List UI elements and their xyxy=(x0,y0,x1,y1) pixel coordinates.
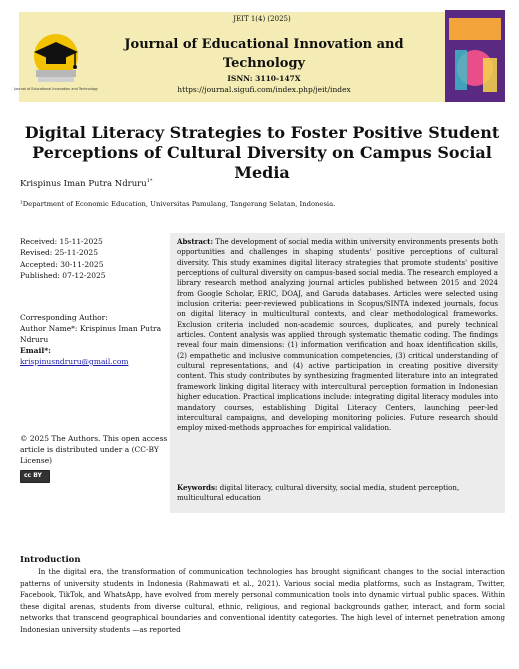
author-line xyxy=(20,178,152,189)
date-published: Published: 07-12-2025 xyxy=(20,270,106,280)
issn: ISNN: 3110-147X xyxy=(227,74,301,83)
date-accepted: Accepted: 30-11-2025 xyxy=(20,259,104,269)
abstract-box xyxy=(170,233,505,513)
author-mark: 1* xyxy=(146,178,153,184)
journal-logo xyxy=(14,26,98,96)
cc-by-badge[interactable] xyxy=(20,470,50,483)
introduction-text: In the digital era, the transformation of communication technologies has brought significant changes to the social interaction patterns of university students in Indonesia (Rahmawati et al., 2021). Various social media platforms, such as Instagram, Twitter, Facebook, TikTok, and WhatsApp, have evolved from merely personal communication tools into dynamic virtual public spaces. Within these digital arenas, students from diverse cultural, ethnic, religious, and regional backgrounds gather, interact, and form social networks that transcend geographical boundaries and conventional identity categories. The high level of internet penetration among Indonesian university students —as reported xyxy=(20,567,505,634)
abstract-text: The development of social media within university environments presents both opportunities and challenges in shaping students' positive perceptions of cultural diversity. This study examines digital literacy strategies that promote students' positive perceptions of cultural diversity on campus-based social media. The research employed a library research method analyzing journal articles published between 2015 and 2024 from Google Scholar, ERIC, DOAJ, and Garuda databases. Articles were selected using inclusion criteria: peer-reviewed publications in Scopus/SINTA indexed journals, focus on digital literacy in multicultural contexts, and clear methodological frameworks. Exclusion criteria included non-academic sources, duplicates, and purely technical articles. Content analysis was applied through systematic thematic coding. The findings reveal four main dimensions: (1) information verification and hoax identification skills, (2) empathetic and inclusive communication competencies, (3) critical understanding of cultural representations, and (4) active participation in creating positive diversity content. This study contributes by synthesizing fragmented literature into an integrated framework linking digital literacy with intercultural perception formation in Indonesian higher education. Practical implications include: integrating digital literacy modules into mandatory courses, establishing Digital Literacy Centers, launching peer-led intercultural campaigns, and developing monitoring policies. Future research should employ mixed-methods approaches for empirical validation. xyxy=(177,237,498,433)
affiliation: ¹Department of Economic Education, Universitas Pamulang, Tangerang Selatan, Indonesia. xyxy=(20,200,336,208)
abstract xyxy=(177,237,498,434)
issue-tag: JEIT 1(4) (2025) xyxy=(233,15,291,23)
author-name: Krispinus Iman Putra Ndruru xyxy=(20,178,147,189)
introduction-heading: Introduction xyxy=(20,555,81,565)
article-dates xyxy=(20,236,106,281)
keywords-label: Keywords: xyxy=(177,483,218,492)
journal-title: Journal of Educational Innovation and Technology xyxy=(124,37,404,71)
abstract-label: Abstract: xyxy=(177,237,214,246)
corr-heading: Corresponding Author: xyxy=(20,313,108,322)
corresponding-author xyxy=(20,312,170,367)
corr-name: Author Name*: Krispinus Iman Putra Ndruru xyxy=(20,324,162,344)
journal-cover-image xyxy=(445,10,505,102)
logo-caption: Journal of Educational Innovation and Technology xyxy=(14,87,98,91)
license-text: © 2025 The Authors. This open access article is distributed under a (CC-BY License) xyxy=(20,434,168,465)
corr-email-link[interactable]: krispinusndruru@gmail.com xyxy=(20,357,129,366)
cc-badge-text: cc BY xyxy=(24,472,42,479)
journal-url[interactable]: https://journal.sigufi.com/index.php/jeit/index xyxy=(177,85,351,94)
journal-header xyxy=(14,10,505,102)
keywords xyxy=(177,483,498,504)
date-revised: Revised: 25-11-2025 xyxy=(20,248,98,258)
corr-email-label: Email*: xyxy=(20,346,51,355)
date-received: Received: 15-11-2025 xyxy=(20,237,103,246)
keywords-text: digital literacy, cultural diversity, social media, student perception, multicultural education xyxy=(177,483,460,503)
article-title: Digital Literacy Strategies to Foster Positive Student Perceptions of Cultural Diversity on Campus Social Media xyxy=(24,123,500,182)
